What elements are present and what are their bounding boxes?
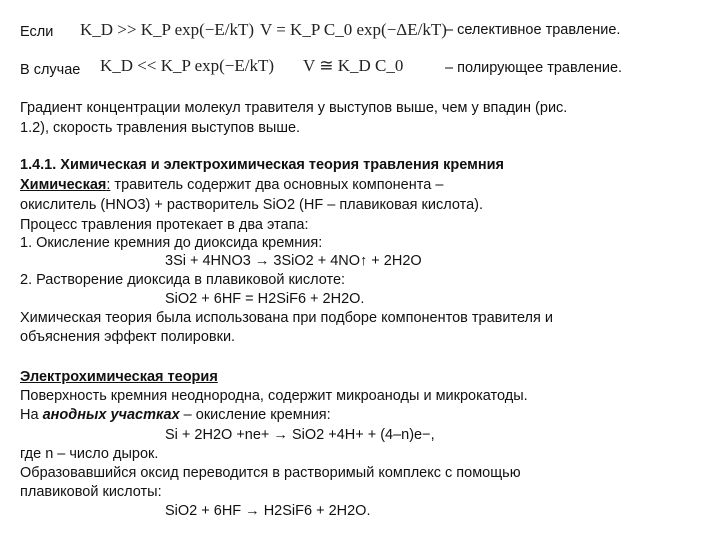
- chem-theory-usage-1: Химическая теория была использована при подборе компонентов травителя и: [20, 310, 553, 326]
- formula-polishing-rate: V ≅ K_D C_0: [303, 56, 404, 75]
- equation-3: Si + 2H2O +ne+ → SiO2 +4H+ + (4–n)e−,: [165, 427, 435, 443]
- equation-4: SiO2 + 6HF → H2SiF6 + 2H2O.: [165, 503, 371, 519]
- oxide-line-2: плавиковой кислоты:: [20, 484, 162, 500]
- equation-2: SiO2 + 6HF = H2SiF6 + 2H2O.: [165, 291, 365, 307]
- anode-line: На анодных участках – окисление кремния:: [20, 407, 331, 423]
- two-stages-line: Процесс травления протекает в два этапа:: [20, 217, 309, 233]
- intro-line-2: 1.2), скорость травления выступов выше.: [20, 120, 301, 136]
- step-2: 2. Растворение диоксида в плавиковой кислоте:: [20, 272, 346, 288]
- holes-line: где n – число дырок.: [20, 446, 159, 462]
- formula-selective-rate: V = K_P C_0 exp(−ΔE/kT): [260, 20, 447, 39]
- chem-theory-label: Химическая: [20, 177, 107, 193]
- formula-selective-condition: K_D >> K_P exp(−E/kT): [80, 20, 255, 39]
- anode-emphasis: анодных участках: [42, 407, 180, 423]
- oxidizer-line: окислитель (HNO3) + растворитель SiO2 (HF – плавиковая кислота).: [20, 197, 484, 213]
- equation-1: 3Si + 4HNO3 → 3SiO2 + 4NO↑ + 2H2O: [165, 253, 422, 269]
- electro-theory-title: Электрохимическая теория: [20, 369, 218, 385]
- polishing-etching-label: – полирующее травление.: [445, 60, 623, 76]
- chem-theory-usage-2: объяснения эффект полировки.: [20, 329, 236, 345]
- selective-etching-label: – селективное травление.: [445, 22, 621, 38]
- case-label: В случае: [20, 62, 81, 78]
- chem-theory-line: Химическая: травитель содержит два основных компонента –: [20, 177, 444, 193]
- intro-line-1: Градиент концентрации молекул травителя у выступов выше, чем у впадин (рис.: [20, 100, 568, 116]
- step-1: 1. Окисление кремния до диоксида кремния:: [20, 235, 323, 251]
- if-label: Если: [20, 24, 54, 40]
- surface-line: Поверхность кремния неоднородна, содержит микроаноды и микрокатоды.: [20, 388, 528, 404]
- section-title: 1.4.1. Химическая и электрохимическая теория травления кремния: [20, 157, 504, 173]
- formula-polishing-condition: K_D << K_P exp(−E/kT): [100, 56, 275, 75]
- oxide-line-1: Образовавшийся оксид переводится в растворимый комплекс с помощью: [20, 465, 521, 481]
